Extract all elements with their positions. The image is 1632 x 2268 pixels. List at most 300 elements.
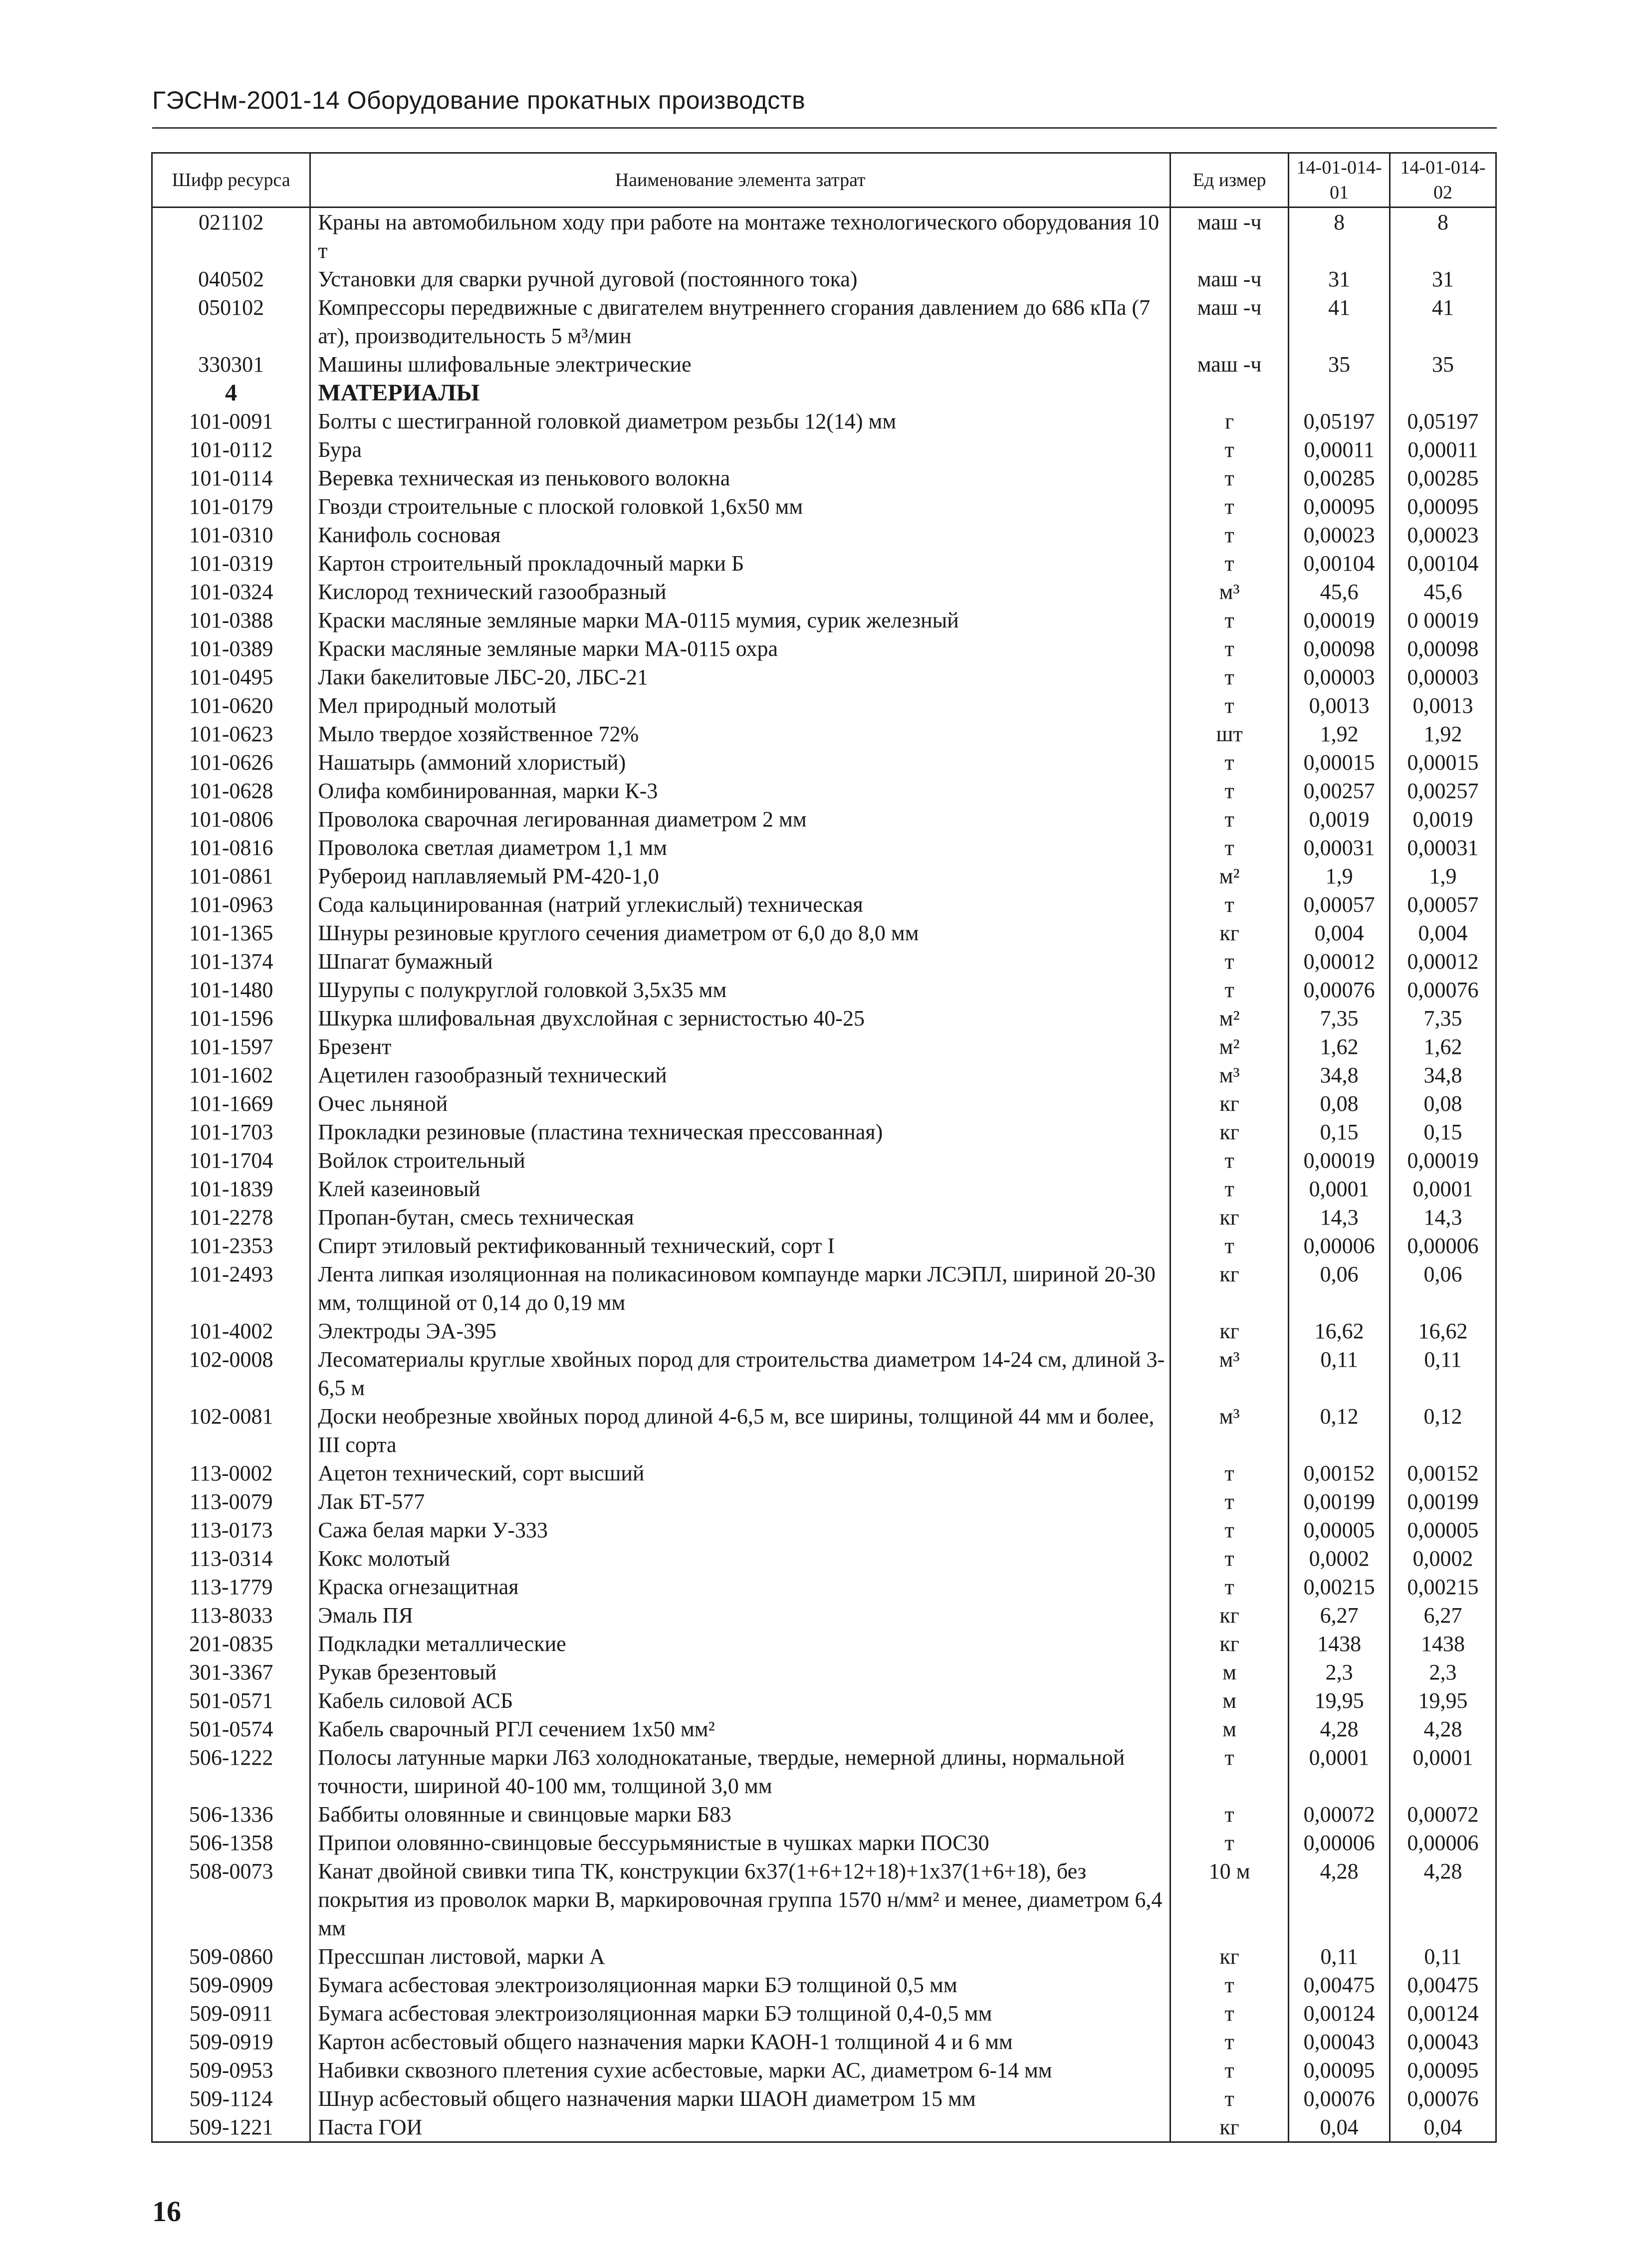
cell-value-1: 1,92	[1289, 720, 1390, 748]
table-row	[152, 265, 1496, 293]
cell-name: Сода кальцинированная (натрий углекислый) техническая	[310, 890, 1170, 919]
cell-name: Рубероид наплавляемый РМ-420-1,0	[310, 862, 1170, 890]
cell-name: Полосы латунные марки Л63 холоднокатаные, твердые, немерной длины, нормальной точности, шириной 40-100 мм, толщиной 3,0 мм	[310, 1743, 1170, 1800]
cell-value-1: 0,0002	[1289, 1544, 1390, 1573]
cell-code: 101-1703	[152, 1118, 310, 1146]
cell-value-1: 0,00015	[1289, 748, 1390, 777]
section-row	[152, 379, 1496, 407]
cell-unit: т	[1170, 464, 1289, 492]
cell-code: 101-0091	[152, 407, 310, 435]
cell-value-2: 0,12	[1390, 1402, 1496, 1459]
cell-value-2: 16,62	[1390, 1317, 1496, 1345]
cell-code: 040502	[152, 265, 310, 293]
cell-unit: т	[1170, 2028, 1289, 2056]
table-row	[152, 350, 1496, 379]
table-row	[152, 1118, 1496, 1146]
cell-code: 101-1704	[152, 1146, 310, 1175]
cell-unit: шт	[1170, 720, 1289, 748]
cell-value-1: 0,00072	[1289, 1800, 1390, 1829]
cell-name: Очес льняной	[310, 1089, 1170, 1118]
table-row	[152, 1402, 1496, 1459]
cell-value-2: 0,00152	[1390, 1459, 1496, 1487]
table-row	[152, 1942, 1496, 1971]
cell-name: Картон асбестовый общего назначения марки КАОН-1 толщиной 4 и 6 мм	[310, 2028, 1170, 2056]
cell-value-2: 0,004	[1390, 919, 1496, 947]
table-row	[152, 1459, 1496, 1487]
table-header-row	[152, 153, 1496, 207]
cell-unit: т	[1170, 777, 1289, 805]
cell-unit: т	[1170, 805, 1289, 833]
cell-unit: м	[1170, 1715, 1289, 1743]
cell-value-2: 0,00124	[1390, 1999, 1496, 2028]
table-row	[152, 890, 1496, 919]
cell-unit: кг	[1170, 1260, 1289, 1317]
cell-value-2: 0,00043	[1390, 2028, 1496, 2056]
table-row	[152, 805, 1496, 833]
cell-unit: маш -ч	[1170, 207, 1289, 265]
cell-value-2: 2,3	[1390, 1658, 1496, 1686]
cell-value-2: 0,05197	[1390, 407, 1496, 435]
cell-name: Шнуры резиновые круглого сечения диаметром от 6,0 до 8,0 мм	[310, 919, 1170, 947]
cell-unit: т	[1170, 1516, 1289, 1544]
cell-unit: м²	[1170, 862, 1289, 890]
table-row	[152, 748, 1496, 777]
cell-name: Канат двойной свивки типа ТК, конструкции 6x37(1+6+12+18)+1x37(1+6+18), без покрытия из проволок марки В, маркировочная группа 1570 н/мм² и менее, диаметром 6,4 мм	[310, 1857, 1170, 1942]
cell-unit: т	[1170, 890, 1289, 919]
cell-unit: м³	[1170, 578, 1289, 606]
col-header-unit: Ед измер	[1170, 153, 1289, 207]
table-row	[152, 1857, 1496, 1942]
cell-value-2: 8	[1390, 207, 1496, 265]
cell-name: Сажа белая марки У-333	[310, 1516, 1170, 1544]
cell-value-1: 0,00031	[1289, 833, 1390, 862]
cell-value-1: 0,00003	[1289, 663, 1390, 691]
cell-value-1: 0,0013	[1289, 691, 1390, 720]
cell-name: Прокладки резиновые (пластина техническая прессованная)	[310, 1118, 1170, 1146]
cell-name: Бумага асбестовая электроизоляционная марки БЭ толщиной 0,5 мм	[310, 1971, 1170, 1999]
cell-name: Шпагат бумажный	[310, 947, 1170, 976]
cell-unit: т	[1170, 748, 1289, 777]
cell-value-2: 0,00215	[1390, 1573, 1496, 1601]
cell-name: Установки для сварки ручной дуговой (постоянного тока)	[310, 265, 1170, 293]
cell-value-1: 0,0019	[1289, 805, 1390, 833]
cell-code: 113-8033	[152, 1601, 310, 1630]
cell-value-1: 0,00095	[1289, 492, 1390, 521]
cell-value-2: 0,00098	[1390, 634, 1496, 663]
cell-code: 101-1480	[152, 976, 310, 1004]
cell-value-1: 0,0001	[1289, 1743, 1390, 1800]
cell-name: Краски масляные земляные марки МА-0115 мумия, сурик железный	[310, 606, 1170, 634]
cell-code: 101-1602	[152, 1061, 310, 1089]
cell-code: 102-0081	[152, 1402, 310, 1459]
cell-value-1: 4,28	[1289, 1715, 1390, 1743]
cell-unit: м	[1170, 1658, 1289, 1686]
cell-name: Шкурка шлифовальная двухслойная с зернистостью 40-25	[310, 1004, 1170, 1032]
cell-code: 506-1336	[152, 1800, 310, 1829]
cell-unit: т	[1170, 1544, 1289, 1573]
cell-code: 330301	[152, 350, 310, 379]
table-row	[152, 2113, 1496, 2142]
cell-value-1: 6,27	[1289, 1601, 1390, 1630]
cell-name: Краны на автомобильном ходу при работе на монтаже технологического оборудования 10 т	[310, 207, 1170, 265]
cell-value-1: 0,00257	[1289, 777, 1390, 805]
cell-value-2: 0,0001	[1390, 1743, 1496, 1800]
cell-code: 509-1221	[152, 2113, 310, 2142]
cell-value-2: 0,00076	[1390, 2084, 1496, 2113]
cell-name: Шурупы с полукруглой головкой 3,5x35 мм	[310, 976, 1170, 1004]
cell-name: Кабель сварочный РГЛ сечением 1x50 мм²	[310, 1715, 1170, 1743]
cell-code: 101-2278	[152, 1203, 310, 1232]
cell-code: 113-0314	[152, 1544, 310, 1573]
cell-value-1: 0,00076	[1289, 976, 1390, 1004]
cell-value-1: 0,08	[1289, 1089, 1390, 1118]
cell-unit: м²	[1170, 1032, 1289, 1061]
cell-value-1: 1,9	[1289, 862, 1390, 890]
cell-code: 501-0571	[152, 1686, 310, 1715]
cell-name: Гвозди строительные с плоской головкой 1,6x50 мм	[310, 492, 1170, 521]
cell-value-1: 0,04	[1289, 2113, 1390, 2142]
cell-unit: т	[1170, 1175, 1289, 1203]
cell-value-1: 19,95	[1289, 1686, 1390, 1715]
cell-unit: м³	[1170, 1402, 1289, 1459]
table-row	[152, 919, 1496, 947]
cell-code: 101-1374	[152, 947, 310, 976]
table-row	[152, 1999, 1496, 2028]
cell-value-2: 0,00031	[1390, 833, 1496, 862]
cell-value-2: 45,6	[1390, 578, 1496, 606]
cell-code: 101-0816	[152, 833, 310, 862]
col-header-name: Наименование элемента затрат	[310, 153, 1170, 207]
cell-value-2: 1,92	[1390, 720, 1496, 748]
cell-unit: кг	[1170, 1089, 1289, 1118]
cell-value-2: 0,08	[1390, 1089, 1496, 1118]
cell-value-2: 34,8	[1390, 1061, 1496, 1089]
cell-name: Краска огнезащитная	[310, 1573, 1170, 1601]
table-row	[152, 1260, 1496, 1317]
table-row	[152, 492, 1496, 521]
cell-unit: т	[1170, 1999, 1289, 2028]
cell-value-2: 6,27	[1390, 1601, 1496, 1630]
cell-value-2: 0,0001	[1390, 1175, 1496, 1203]
cell-value-1: 41	[1289, 293, 1390, 350]
cell-value-2: 0,00285	[1390, 464, 1496, 492]
cell-unit	[1170, 379, 1289, 407]
cell-code: 101-0628	[152, 777, 310, 805]
table-row	[152, 407, 1496, 435]
cell-name: Нашатырь (аммоний хлористый)	[310, 748, 1170, 777]
cell-value-1: 0,00005	[1289, 1516, 1390, 1544]
cell-unit: т	[1170, 976, 1289, 1004]
cell-value-1: 0,00011	[1289, 435, 1390, 464]
table-row	[152, 2084, 1496, 2113]
cell-value-1: 0,00057	[1289, 890, 1390, 919]
cell-value-2: 0,00199	[1390, 1487, 1496, 1516]
cell-unit: м	[1170, 1686, 1289, 1715]
table-row	[152, 1175, 1496, 1203]
cell-value-2: 0,04	[1390, 2113, 1496, 2142]
cell-name: Мыло твердое хозяйственное 72%	[310, 720, 1170, 748]
cell-code: 509-0953	[152, 2056, 310, 2084]
cell-unit: кг	[1170, 1630, 1289, 1658]
cell-value-2: 0,06	[1390, 1260, 1496, 1317]
cell-value-1: 35	[1289, 350, 1390, 379]
table-row	[152, 1601, 1496, 1630]
cell-value-1: 0,05197	[1289, 407, 1390, 435]
cell-value-2: 0,00072	[1390, 1800, 1496, 1829]
table-row	[152, 1004, 1496, 1032]
table-row	[152, 207, 1496, 265]
cell-code: 101-0963	[152, 890, 310, 919]
cell-value-2	[1390, 379, 1496, 407]
cell-name: Набивки сквозного плетения сухие асбестовые, марки АС, диаметром 6-14 мм	[310, 2056, 1170, 2084]
cell-value-1: 0,00098	[1289, 634, 1390, 663]
cell-unit: м³	[1170, 1061, 1289, 1089]
cell-value-2: 0,00057	[1390, 890, 1496, 919]
cell-value-1: 8	[1289, 207, 1390, 265]
cell-unit: кг	[1170, 919, 1289, 947]
cell-code: 101-0389	[152, 634, 310, 663]
cell-name: Бумага асбестовая электроизоляционная марки БЭ толщиной 0,4-0,5 мм	[310, 1999, 1170, 2028]
cell-code: 301-3367	[152, 1658, 310, 1686]
table-row	[152, 720, 1496, 748]
cell-code: 050102	[152, 293, 310, 350]
cell-unit: т	[1170, 1487, 1289, 1516]
cell-code: 509-0860	[152, 1942, 310, 1971]
cell-value-1: 0,00012	[1289, 947, 1390, 976]
cell-value-1: 0,004	[1289, 919, 1390, 947]
cell-unit: т	[1170, 606, 1289, 634]
cell-value-2: 35	[1390, 350, 1496, 379]
table-row	[152, 777, 1496, 805]
table-row	[152, 606, 1496, 634]
table-row	[152, 1032, 1496, 1061]
cost-table	[151, 152, 1497, 2143]
col-header-v1: 14-01-014-01	[1289, 153, 1390, 207]
cell-value-1: 0,00199	[1289, 1487, 1390, 1516]
cell-code: 509-0919	[152, 2028, 310, 2056]
cell-name: Прессшпан листовой, марки А	[310, 1942, 1170, 1971]
cell-unit: м²	[1170, 1004, 1289, 1032]
table-row	[152, 1516, 1496, 1544]
table-row	[152, 634, 1496, 663]
cell-value-1: 0,00152	[1289, 1459, 1390, 1487]
cell-code: 101-2493	[152, 1260, 310, 1317]
cell-code: 101-0861	[152, 862, 310, 890]
cell-value-2: 0,11	[1390, 1345, 1496, 1402]
cell-unit: т	[1170, 1829, 1289, 1857]
table-row	[152, 862, 1496, 890]
cell-name: Лак БТ-577	[310, 1487, 1170, 1516]
cell-unit: т	[1170, 1146, 1289, 1175]
cell-value-2: 0,0002	[1390, 1544, 1496, 1573]
cell-value-2: 1,62	[1390, 1032, 1496, 1061]
cell-name: Баббиты оловянные и свинцовые марки Б83	[310, 1800, 1170, 1829]
cell-name: Паста ГОИ	[310, 2113, 1170, 2142]
cell-value-2: 0,00015	[1390, 748, 1496, 777]
table-row	[152, 1829, 1496, 1857]
cell-code: 101-4002	[152, 1317, 310, 1345]
cell-value-1: 0,00019	[1289, 1146, 1390, 1175]
table-row	[152, 2056, 1496, 2084]
cell-value-2: 1438	[1390, 1630, 1496, 1658]
cell-value-2: 0,0013	[1390, 691, 1496, 720]
table-row	[152, 2028, 1496, 2056]
cell-value-1: 1,62	[1289, 1032, 1390, 1061]
cell-code: 509-0909	[152, 1971, 310, 1999]
cell-name: Бура	[310, 435, 1170, 464]
cell-name: Краски масляные земляные марки МА-0115 охра	[310, 634, 1170, 663]
cell-value-1: 2,3	[1289, 1658, 1390, 1686]
cell-value-1: 0,00095	[1289, 2056, 1390, 2084]
cell-unit: т	[1170, 2084, 1289, 2113]
cell-value-1: 0,06	[1289, 1260, 1390, 1317]
cell-value-1: 14,3	[1289, 1203, 1390, 1232]
cell-unit: т	[1170, 2056, 1289, 2084]
cell-code: 508-0073	[152, 1857, 310, 1942]
cell-code: 101-0112	[152, 435, 310, 464]
cell-value-2: 0,15	[1390, 1118, 1496, 1146]
cell-unit: т	[1170, 435, 1289, 464]
cell-value-2: 0,00012	[1390, 947, 1496, 976]
cell-code: 113-0002	[152, 1459, 310, 1487]
cell-code: 101-0620	[152, 691, 310, 720]
cell-name: Подкладки металлические	[310, 1630, 1170, 1658]
cell-value-2: 7,35	[1390, 1004, 1496, 1032]
cell-unit: кг	[1170, 1942, 1289, 1971]
table-row	[152, 1743, 1496, 1800]
cell-unit: т	[1170, 1232, 1289, 1260]
cell-unit: т	[1170, 1459, 1289, 1487]
cell-name: Ацетон технический, сорт высший	[310, 1459, 1170, 1487]
cell-name: Шнур асбестовый общего назначения марки ШАОН диаметром 15 мм	[310, 2084, 1170, 2113]
cell-name: Электроды ЭА-395	[310, 1317, 1170, 1345]
cell-name: Спирт этиловый ректификованный технический, сорт I	[310, 1232, 1170, 1260]
col-header-code: Шифр ресурса	[152, 153, 310, 207]
cell-code: 4	[152, 379, 310, 407]
cell-code: 506-1358	[152, 1829, 310, 1857]
cell-name: Проволока сварочная легированная диаметром 2 мм	[310, 805, 1170, 833]
cell-name: Мел природный молотый	[310, 691, 1170, 720]
cell-value-1: 0,15	[1289, 1118, 1390, 1146]
cell-unit: т	[1170, 691, 1289, 720]
cell-unit: маш -ч	[1170, 293, 1289, 350]
cell-value-2: 0,00023	[1390, 521, 1496, 549]
col-header-v2: 14-01-014-02	[1390, 153, 1496, 207]
table-row	[152, 976, 1496, 1004]
cell-code: 101-0319	[152, 549, 310, 578]
cell-unit: т	[1170, 947, 1289, 976]
table-row	[152, 1800, 1496, 1829]
cell-value-2: 19,95	[1390, 1686, 1496, 1715]
page-number: 16	[152, 2195, 181, 2228]
cell-name: Лесоматериалы круглые хвойных пород для строительства диаметром 14-24 см, длиной 3-6,5 м	[310, 1345, 1170, 1402]
cell-value-2: 4,28	[1390, 1857, 1496, 1942]
cell-code: 509-0911	[152, 1999, 310, 2028]
table-row	[152, 293, 1496, 350]
cell-value-2: 31	[1390, 265, 1496, 293]
cell-unit: т	[1170, 1800, 1289, 1829]
table-row	[152, 1971, 1496, 1999]
cell-value-1: 0,00285	[1289, 464, 1390, 492]
cell-unit: кг	[1170, 1317, 1289, 1345]
cell-code: 101-1839	[152, 1175, 310, 1203]
cell-code: 101-0626	[152, 748, 310, 777]
cell-code: 101-1365	[152, 919, 310, 947]
table-row	[152, 1487, 1496, 1516]
cell-code: 101-1597	[152, 1032, 310, 1061]
cell-unit: т	[1170, 634, 1289, 663]
cell-value-2: 0,00095	[1390, 2056, 1496, 2084]
cell-value-1: 0,11	[1289, 1345, 1390, 1402]
table-row	[152, 947, 1496, 976]
cell-code: 113-0079	[152, 1487, 310, 1516]
cell-unit: м³	[1170, 1345, 1289, 1402]
cell-code: 101-0623	[152, 720, 310, 748]
table-row	[152, 1146, 1496, 1175]
cell-name: Припои оловянно-свинцовые бессурьмянистые в чушках марки ПОС30	[310, 1829, 1170, 1857]
table-row	[152, 1345, 1496, 1402]
cell-name: Брезент	[310, 1032, 1170, 1061]
cell-value-1: 0,12	[1289, 1402, 1390, 1459]
cell-value-2: 0,00475	[1390, 1971, 1496, 1999]
header-divider	[152, 127, 1497, 129]
cell-name: Кокс молотый	[310, 1544, 1170, 1573]
table-row	[152, 1630, 1496, 1658]
table-row	[152, 691, 1496, 720]
cell-value-2: 0,0019	[1390, 805, 1496, 833]
cell-code: 101-0310	[152, 521, 310, 549]
table-row	[152, 1715, 1496, 1743]
cell-name: МАТЕРИАЛЫ	[310, 379, 1170, 407]
cell-unit: т	[1170, 549, 1289, 578]
cell-name: Машины шлифовальные электрические	[310, 350, 1170, 379]
cell-name: Эмаль ПЯ	[310, 1601, 1170, 1630]
cell-name: Пропан-бутан, смесь техническая	[310, 1203, 1170, 1232]
cell-value-1: 31	[1289, 265, 1390, 293]
cell-name: Картон строительный прокладочный марки Б	[310, 549, 1170, 578]
cell-value-2: 0 00019	[1390, 606, 1496, 634]
cell-unit: т	[1170, 1743, 1289, 1800]
cell-name: Ацетилен газообразный технический	[310, 1061, 1170, 1089]
cell-code: 201-0835	[152, 1630, 310, 1658]
cell-unit: кг	[1170, 1118, 1289, 1146]
cell-unit: 10 м	[1170, 1857, 1289, 1942]
table-body	[152, 207, 1496, 2142]
cell-name: Рукав брезентовый	[310, 1658, 1170, 1686]
cell-code: 101-0388	[152, 606, 310, 634]
cell-code: 101-0806	[152, 805, 310, 833]
cell-unit: кг	[1170, 2113, 1289, 2142]
table-row	[152, 833, 1496, 862]
cell-value-2: 0,00104	[1390, 549, 1496, 578]
cell-value-1: 0,00124	[1289, 1999, 1390, 2028]
cell-code: 101-2353	[152, 1232, 310, 1260]
cell-name: Клей казеиновый	[310, 1175, 1170, 1203]
cell-code: 101-0495	[152, 663, 310, 691]
cell-value-2: 0,11	[1390, 1942, 1496, 1971]
cell-value-2: 4,28	[1390, 1715, 1496, 1743]
cell-unit: т	[1170, 1971, 1289, 1999]
table-row	[152, 464, 1496, 492]
cell-code: 113-0173	[152, 1516, 310, 1544]
cell-name: Компрессоры передвижные с двигателем внутреннего сгорания давлением до 686 кПа (7 ат), производительность 5 м³/мин	[310, 293, 1170, 350]
table-row	[152, 663, 1496, 691]
cell-unit: т	[1170, 1573, 1289, 1601]
cell-value-1: 0,00043	[1289, 2028, 1390, 2056]
cell-name: Лаки бакелитовые ЛБС-20, ЛБС-21	[310, 663, 1170, 691]
cell-code: 021102	[152, 207, 310, 265]
cell-name: Кабель силовой АСБ	[310, 1686, 1170, 1715]
